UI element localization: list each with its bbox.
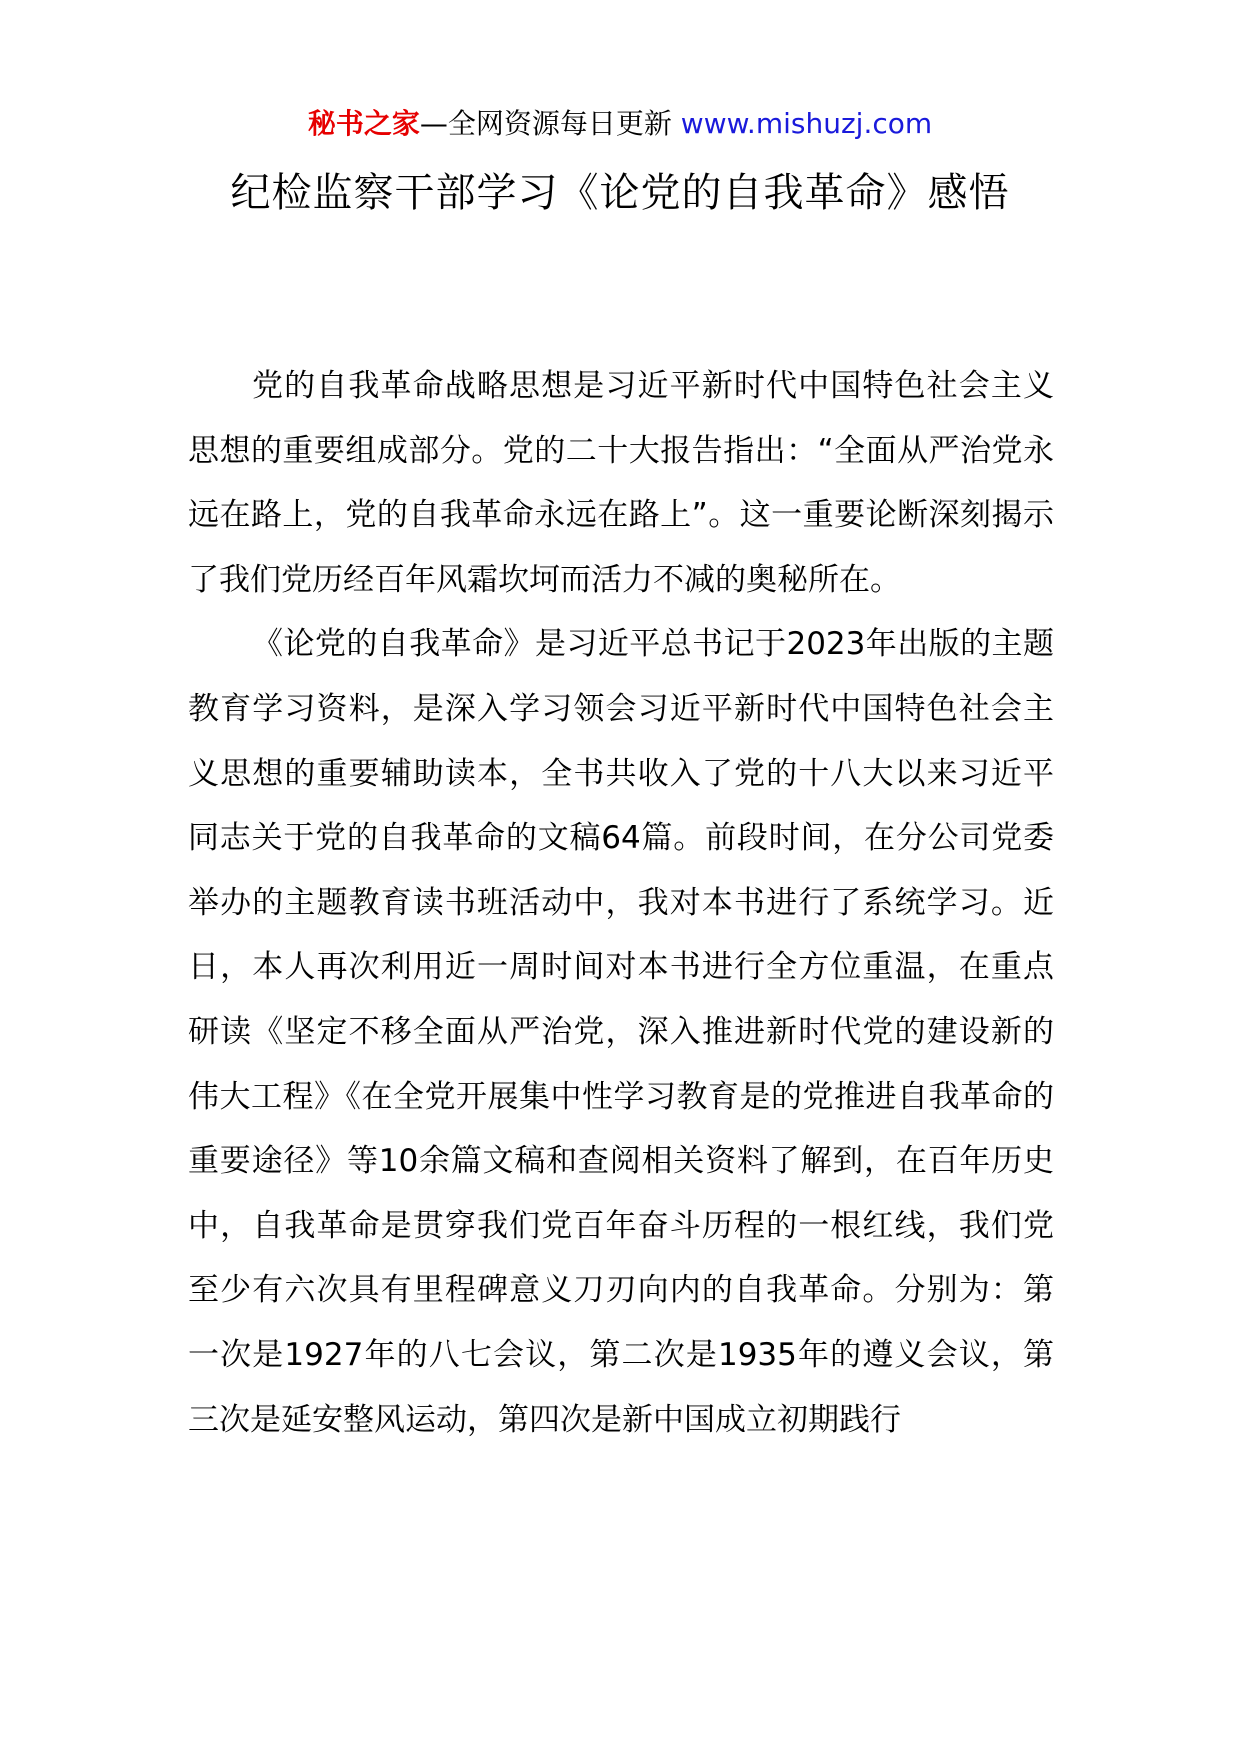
paragraph-2: 《论党的自我革命》是习近平总书记于2023年出版的主题教育学习资料，是深入学习领会习近平新时代中国特色社会主义思想的重要辅助读本，全书共收入了党的十八大以来习近平同志关于党的自我革命的文稿64篇。前段时间，在分公司党委举办的主题教育读书班活动中，我对本书进行了系统学习。近日，本人再次利用近一周时间对本书进行全方位重温，在重点研读《坚定不移全面从严治党，深入推进新时代党的建设新的伟大工程》《在全党开展集中性学习教育是的党推进自我革命的重要途径》等10余篇文稿和查阅相关资料了解到，在百年历史中，自我革命是贯穿我们党百年奋斗历程的一根红线，我们党至少有六次具有里程碑意义刀刃向内的自我革命。分别为：第一次是1927年的八七会议，第二次是1935年的遵义会议，第三次是延安整风运动，第四次是新中国成立初期践行	[188, 626, 1054, 1438]
site-url-link[interactable]: www.mishuzj.com	[680, 107, 933, 140]
brand-name: 秘书之家	[307, 107, 420, 140]
document-body	[188, 354, 1054, 1452]
paragraph-1: 党的自我革命战略思想是习近平新时代中国特色社会主义思想的重要组成部分。党的二十大报告指出：“全面从严治党永远在路上，党的自我革命永远在路上”。这一重要论断深刻揭示了我们党历经百年风霜坎坷而活力不减的奥秘所在。	[188, 368, 1054, 598]
site-header	[0, 104, 1240, 144]
header-slogan: —全网资源每日更新	[419, 107, 672, 140]
document-title: 纪检监察干部学习《论党的自我革命》感悟	[230, 170, 1010, 216]
